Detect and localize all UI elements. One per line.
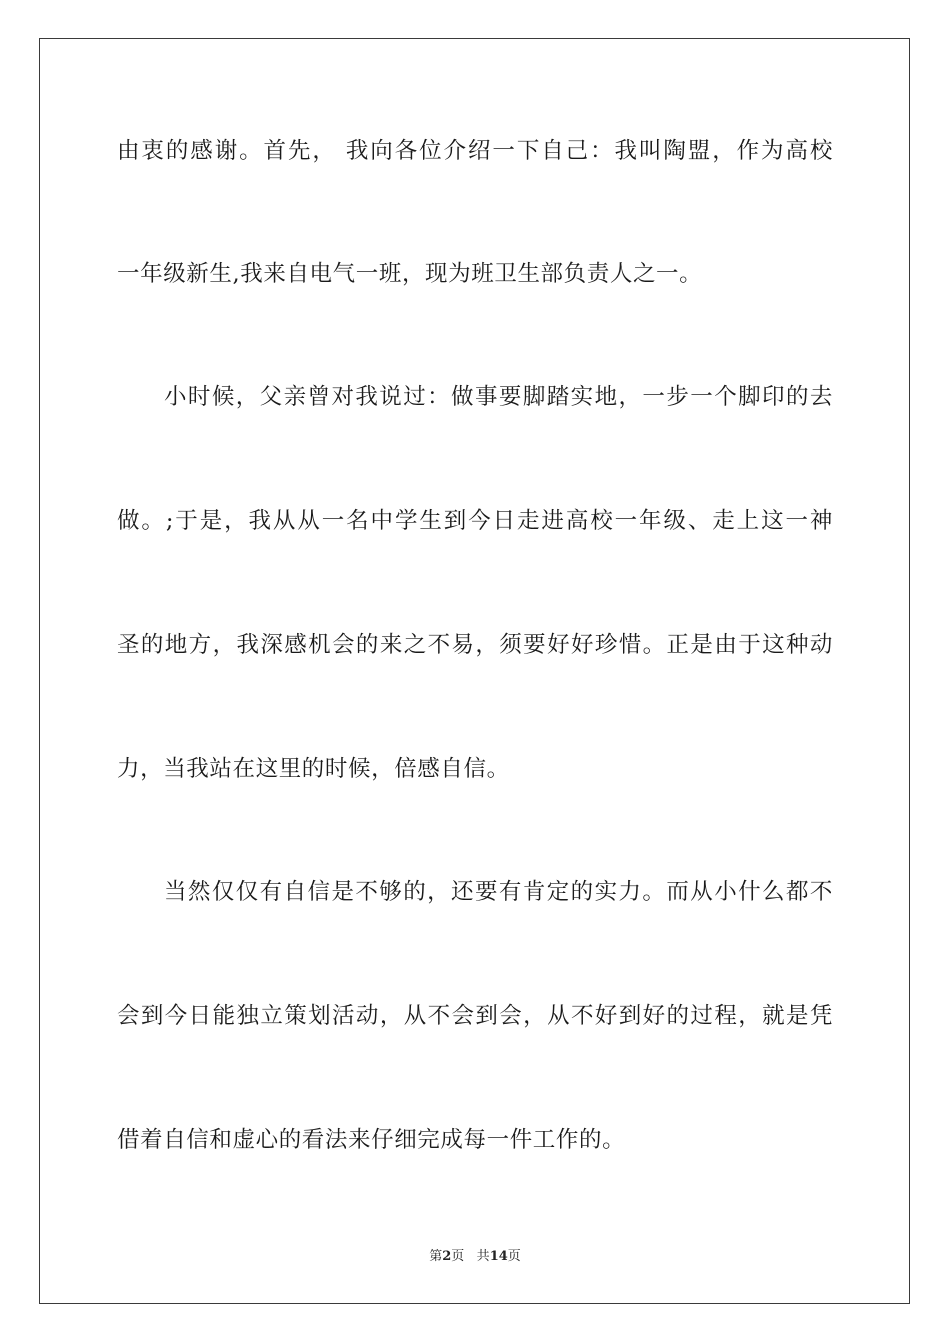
page-number: 2 bbox=[442, 1249, 452, 1264]
total-pages: 14 bbox=[489, 1249, 508, 1264]
page-footer bbox=[0, 1248, 950, 1266]
body-line-9: 借着自信和虚心的看法来仔细完成每一件工作的。 bbox=[117, 1127, 626, 1153]
body-line-1: 由衷的感谢。首先， 我向各位介绍一下自己：我叫陶盟，作为高校 bbox=[117, 138, 833, 164]
body-line-8: 会到今日能独立策划活动，从不会到会，从不好到好的过程，就是凭 bbox=[117, 1003, 833, 1029]
page-border bbox=[39, 38, 910, 1304]
body-line-4: 做。;于是，我从从一名中学生到今日走进高校一年级、走上这一神 bbox=[117, 508, 833, 534]
body-line-6: 力，当我站在这里的时候，倍感自信。 bbox=[117, 756, 510, 782]
body-line-2: 一年级新生,我来自电气一班，现为班卫生部负责人之一。 bbox=[117, 261, 703, 287]
body-line-7: 当然仅仅有自信是不够的，还要有肯定的实力。而从小什么都不 bbox=[164, 879, 833, 905]
total-label-prefix: 共 bbox=[476, 1249, 490, 1264]
page-label-suffix: 页 bbox=[451, 1249, 465, 1264]
total-label-suffix: 页 bbox=[507, 1249, 521, 1264]
body-line-3: 小时候，父亲曾对我说过：做事要脚踏实地，一步一个脚印的去 bbox=[164, 384, 833, 410]
body-line-5: 圣的地方，我深感机会的来之不易，须要好好珍惜。正是由于这种动 bbox=[117, 632, 833, 658]
page-label-prefix: 第 bbox=[429, 1249, 443, 1264]
